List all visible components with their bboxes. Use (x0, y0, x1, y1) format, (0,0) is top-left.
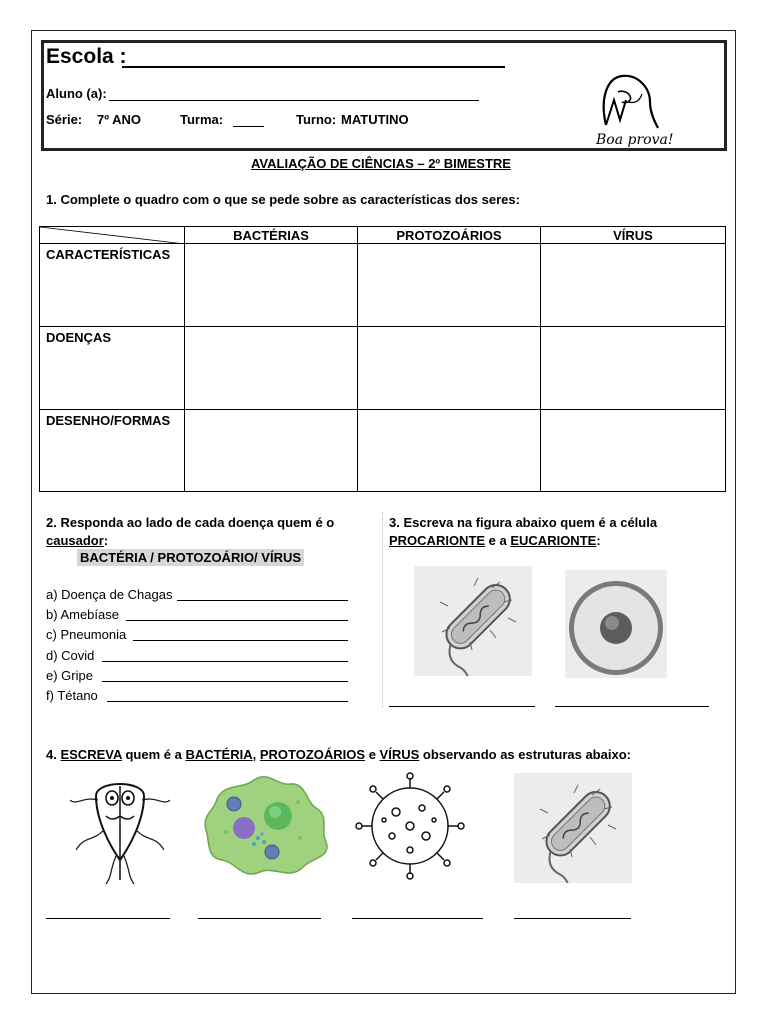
q3-line1: 3. Escreva na figura abaixo quem é a célula (389, 515, 658, 530)
answer-cell[interactable] (358, 410, 541, 492)
q2-answer-b[interactable] (126, 620, 348, 621)
aluno-label: Aluno (a): (46, 86, 107, 101)
row-label-desenho-formas: DESENHO/FORMAS (40, 410, 185, 492)
q2-answer-f[interactable] (107, 701, 348, 702)
answer-cell[interactable] (185, 327, 358, 410)
q4-comma: , (252, 747, 260, 762)
q3-colon: : (596, 533, 601, 548)
escola-field[interactable] (122, 66, 505, 68)
q4-mid: quem é a (121, 747, 186, 762)
turno-value: MATUTINO (341, 112, 409, 127)
q2-options: BACTÉRIA / PROTOZOÁRIO/ VÍRUS (77, 549, 304, 566)
q2-line2 (46, 533, 108, 548)
q4-text (46, 747, 631, 762)
q3-line2 (389, 533, 601, 548)
column-divider (382, 512, 383, 708)
q4-answer-2[interactable] (198, 918, 321, 919)
q3-e-a: e a (485, 533, 511, 548)
q4-answer-1[interactable] (46, 918, 170, 919)
q4-escreva: ESCREVA (60, 747, 122, 762)
q4-and: e (365, 747, 380, 762)
eukaryote-cell-image (565, 570, 667, 678)
q2-answer-a[interactable] (177, 600, 348, 601)
col-header-virus: VÍRUS (541, 227, 726, 244)
q4-bacteria: BACTÉRIA (185, 747, 253, 762)
q4-answer-4[interactable] (514, 918, 631, 919)
bacterium-image (514, 773, 632, 883)
answer-cell[interactable] (541, 410, 726, 492)
table-corner (40, 227, 185, 244)
q2-item-d: d) Covid (46, 648, 95, 663)
q1-text: 1. Complete o quadro com o que se pede sobre as características dos seres: (46, 192, 520, 207)
q4-virus: VÍRUS (379, 747, 420, 762)
q2-answer-e[interactable] (102, 681, 348, 682)
q3-procarionte: PROCARIONTE (389, 533, 486, 548)
virus-image (352, 770, 470, 882)
q4-suffix: observando as estruturas abaixo: (419, 747, 631, 762)
answer-cell[interactable] (358, 244, 541, 327)
page-title: AVALIAÇÃO DE CIÊNCIAS – 2º BIMESTRE (251, 156, 511, 171)
q2-line1: 2. Responda ao lado de cada doença quem é o (46, 515, 335, 530)
q2-item-e: e) Gripe (46, 668, 93, 683)
escola-label: Escola : (46, 45, 127, 68)
q4-answer-3[interactable] (352, 918, 483, 919)
protozoan-flagellate-image (66, 776, 174, 886)
row-label-doencas: DOENÇAS (40, 327, 185, 410)
q4-prefix: 4. (46, 747, 61, 762)
q2-item-b: b) Amebíase (46, 607, 119, 622)
q2-colon: : (103, 533, 109, 548)
q3-eucarionte: EUCARIONTE (510, 533, 597, 548)
q2-answer-c[interactable] (133, 640, 348, 641)
turno-label: Turno: (296, 112, 337, 127)
q1-table (39, 226, 726, 492)
turma-field[interactable] (233, 126, 264, 127)
answer-cell[interactable] (185, 410, 358, 492)
answer-cell[interactable] (358, 327, 541, 410)
q3-answer-prokaryote[interactable] (389, 706, 535, 707)
turma-label: Turma: (180, 112, 224, 127)
q2-item-a: a) Doença de Chagas (46, 587, 173, 602)
serie-value: 7º ANO (97, 112, 141, 127)
q2-item-c: c) Pneumonia (46, 627, 127, 642)
col-header-bacterias: BACTÉRIAS (185, 227, 358, 244)
row-label-caracteristicas: CARACTERÍSTICAS (40, 244, 185, 327)
q2-item-f: f) Tétano (46, 688, 98, 703)
logo-text: Boa prova! (596, 132, 674, 148)
answer-cell[interactable] (541, 244, 726, 327)
q4-protozoarios: PROTOZOÁRIOS (259, 747, 366, 762)
serie-label: Série: (46, 112, 83, 127)
q3-answer-eukaryote[interactable] (555, 706, 709, 707)
answer-cell[interactable] (185, 244, 358, 327)
q2-answer-d[interactable] (102, 661, 348, 662)
q2-causador: causador (46, 533, 104, 548)
corner-diagonal (40, 227, 185, 244)
aluno-field[interactable] (109, 100, 479, 101)
col-header-protozoarios: PROTOZOÁRIOS (358, 227, 541, 244)
answer-cell[interactable] (541, 327, 726, 410)
boa-prova-logo (592, 70, 692, 150)
amoeba-image (202, 772, 332, 880)
prokaryote-cell-image (414, 566, 532, 676)
